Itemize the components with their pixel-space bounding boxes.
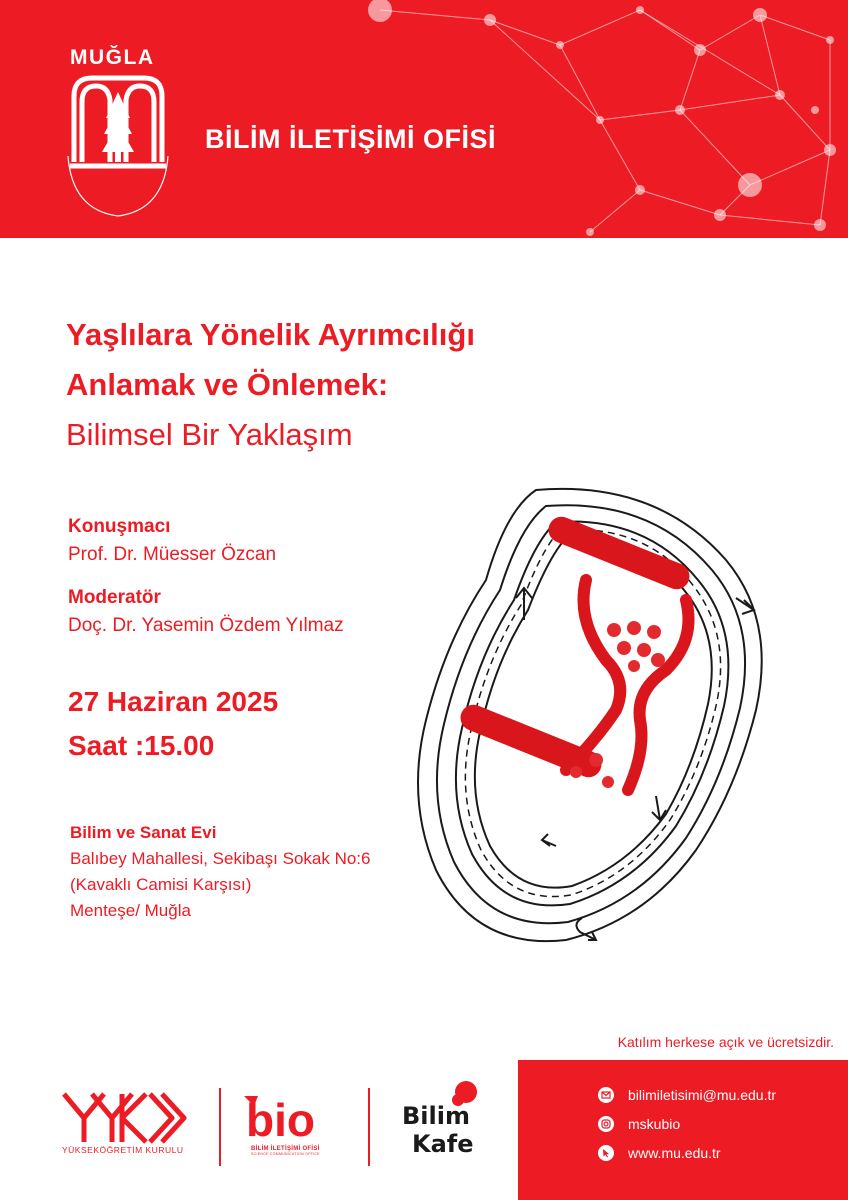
bio-caption-main: BİLİM İLETİŞİMİ OFİSİ [251,1146,320,1152]
university-name: MUĞLA [70,46,155,69]
title-line-3: Bilimsel Bir Yaklaşım [66,417,353,452]
kafe-line-1: Bilim [402,1102,470,1130]
bio-word: bio [246,1094,315,1146]
divider-1 [219,1088,221,1166]
title-line-1: Yaşlılara Yönelik Ayrımcılığı [66,317,475,352]
yok-logo [62,1092,192,1144]
title-line-2: Anlamak ve Önlemek: [66,367,389,402]
event-date: 27 Haziran 2025 [68,686,279,717]
bio-caption-sub: SCIENCE COMMUNICATION OFFICE [251,1152,320,1156]
instagram-link[interactable]: mskubio [628,1116,681,1132]
website-link[interactable]: www.mu.edu.tr [628,1145,721,1161]
participation-note: Katılım herkese açık ve ücretsizdir. [617,1034,834,1050]
bio-caption [251,1146,320,1156]
cursor-icon [598,1145,614,1161]
venue [70,820,371,924]
event-time: Saat :15.00 [68,730,215,761]
event-title [66,310,475,460]
instagram-icon [598,1116,614,1132]
moderator-label: Moderatör [68,587,161,608]
university-emblem [62,70,174,220]
venue-address-line-3: Menteşe/ Muğla [70,901,191,920]
email-row[interactable] [598,1085,776,1105]
divider-2 [368,1088,370,1166]
venue-name: Bilim ve Sanat Evi [70,823,217,842]
kafe-line-2: Kafe [412,1130,474,1158]
email-link[interactable]: bilimiletisimi@mu.edu.tr [628,1087,777,1103]
header-banner [0,0,848,238]
venue-address-line-2: (Kavaklı Camisi Karşısı) [70,875,252,894]
speaker-name: Prof. Dr. Müesser Özcan [68,544,277,565]
office-title: BİLİM İLETİŞİMİ OFİSİ [205,124,496,154]
bilim-kafe-logo [398,1078,498,1164]
venue-address-line-1: Balıbey Mahallesi, Sekibaşı Sokak No:6 [70,849,371,868]
bio-logo [236,1092,348,1146]
yok-caption: YÜKSEKÖĞRETİM KURULU [62,1145,184,1155]
speaker-label: Konuşmacı [68,516,171,537]
instagram-row[interactable] [598,1114,680,1134]
event-datetime [68,680,278,768]
contact-box [518,1060,848,1200]
moderator-name: Doç. Dr. Yasemin Özdem Yılmaz [68,615,344,636]
hourglass-illustration [396,470,816,950]
website-row[interactable] [598,1143,721,1163]
email-icon [598,1087,614,1103]
